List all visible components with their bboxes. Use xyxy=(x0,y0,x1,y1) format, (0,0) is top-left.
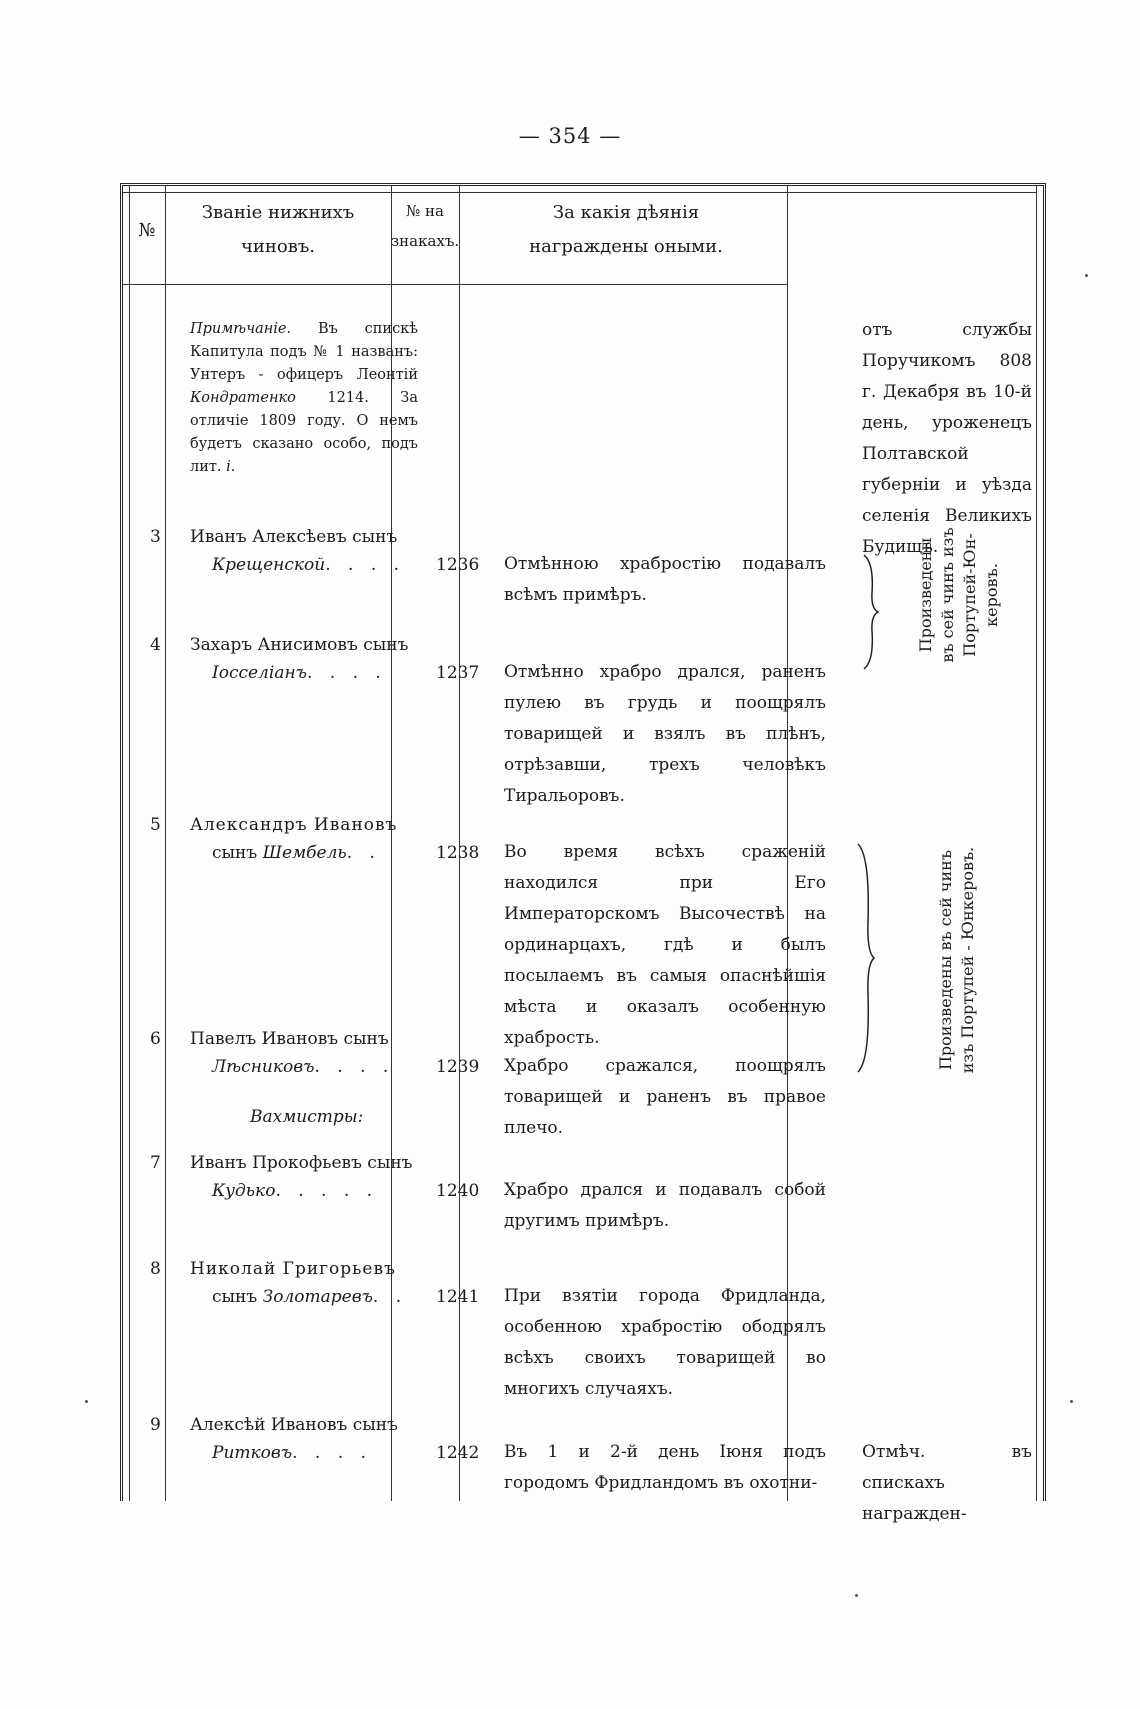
header-rank: Званіе нижнихъ чиновъ. xyxy=(201,202,355,257)
dot-leader: . . . . xyxy=(292,1443,372,1463)
row-4-surname: Іосселіанъ xyxy=(212,663,307,683)
row-5-deed: Во время всѣхъ сраженій находился при Его Императорскомъ Высочествѣ на ординарцахъ, гдѣ и былъ посылаемъ въ самыя опаснѣйшія мѣста и оказалъ особенную храбрость. xyxy=(504,842,826,1048)
row-6-num: 6 xyxy=(150,1029,161,1049)
bracket-remark-1-line4: керовъ. xyxy=(982,563,1001,627)
column-rule xyxy=(1036,186,1037,1501)
brace-rows-3-4 xyxy=(860,553,882,671)
dot-leader: . . xyxy=(372,1287,408,1307)
dot-leader: . . . . xyxy=(306,663,387,683)
header-badge-number-line1: № на xyxy=(406,202,444,220)
dot-leader: . . . . xyxy=(314,1057,395,1077)
row-4-surname-line xyxy=(212,660,387,687)
bracket-remark-2-line1: Произведены въ сей чинъ xyxy=(936,849,955,1071)
speck xyxy=(85,1400,88,1403)
bracket-remark-1-line1: Произведены xyxy=(916,537,935,653)
bracket-remark-2 xyxy=(935,810,1005,1110)
row-6-name: Павелъ Ивановъ сынъ xyxy=(190,1029,389,1049)
page-number: — 354 — xyxy=(518,124,622,148)
row-7-badge: 1240 xyxy=(436,1181,480,1201)
row-8-name: Николай Григорьевъ xyxy=(190,1259,396,1279)
row-9-num: 9 xyxy=(150,1415,161,1435)
row-3-badge: 1236 xyxy=(436,555,480,575)
row-9-deed: Въ 1 и 2-й день Іюня подъ городомъ Фридландомъ въ охотни- xyxy=(504,1442,826,1493)
row-7-surname-line xyxy=(212,1178,378,1205)
bracket-remark-2-line2: изъ Портупей - Юнкеровъ. xyxy=(958,846,977,1074)
row-8-num: 8 xyxy=(150,1259,161,1279)
row-7-name: Иванъ Прокофьевъ сынъ xyxy=(190,1153,413,1173)
brace-rows-5-6 xyxy=(854,842,878,1074)
note-text: Въ спискѣ Капитула подъ № 1 названъ: Унтеръ - офицеръ Леонтій xyxy=(190,321,418,383)
row-8-surname-prefix: сынъ xyxy=(212,1287,258,1307)
speck xyxy=(1085,274,1088,277)
row-8-surname: Золотаревъ xyxy=(262,1287,373,1307)
row-9-surname: Ритковъ xyxy=(212,1443,293,1463)
header-deeds: За какія дѣянія награждены оными. xyxy=(529,202,723,257)
row-9-surname-line xyxy=(212,1440,372,1467)
dot-leader: . . . . . xyxy=(275,1181,379,1201)
header-bottom-rule xyxy=(123,284,788,285)
row-3-surname-line xyxy=(212,552,405,579)
row-5-surname: Шембель xyxy=(262,843,347,863)
row-8-surname-line xyxy=(212,1284,407,1311)
row-5-surname-prefix: сынъ xyxy=(212,843,258,863)
row-4-num: 4 xyxy=(150,635,161,655)
speck xyxy=(1070,1400,1073,1403)
row-6-surname: Лѣсниковъ xyxy=(212,1057,315,1077)
remark-top: отъ службы Поручикомъ 808 г. Декабря въ 10-й день, уроженецъ Полтавской губерніи и уѣзда селенія Великихъ Будищъ. xyxy=(862,320,1032,557)
row-3-num: 3 xyxy=(150,527,161,547)
note-label: Примѣчаніе. xyxy=(190,321,292,337)
row-9-badge: 1242 xyxy=(436,1443,480,1463)
row-7-deed: Храбро дрался и подавалъ собой другимъ примѣръ. xyxy=(504,1180,826,1231)
row-8-badge: 1241 xyxy=(436,1287,480,1307)
row-6-deed: Храбро сражался, поощрялъ товарищей и раненъ въ правое плечо. xyxy=(504,1056,826,1138)
row-5-badge: 1238 xyxy=(436,843,480,863)
row-8-deed: При взятіи города Фридланда, особенною храбростію ободрялъ всѣхъ своихъ товарищей во многихъ случаяхъ. xyxy=(504,1286,826,1399)
note-name: Кондратенко xyxy=(190,390,296,406)
column-rule xyxy=(165,186,166,1501)
dot-leader: . . . . xyxy=(325,555,406,575)
column-rule xyxy=(129,186,130,1501)
header-badge-number-line2: знакахъ. xyxy=(391,232,460,250)
dot-leader: . . xyxy=(346,843,381,863)
row-4-deed: Отмѣнно храбро дрался, раненъ пулею въ грудь и поощрялъ товарищей и взялъ въ плѣнъ, отрѣзавши, трехъ человѣкъ Тиральоровъ. xyxy=(504,662,826,806)
row-6-badge: 1239 xyxy=(436,1057,480,1077)
bracket-remark-1 xyxy=(915,475,1005,715)
speck xyxy=(855,1594,858,1597)
header-top-rule xyxy=(123,192,1037,193)
row-3-deed: Отмѣнною храбростію подавалъ всѣмъ примѣръ. xyxy=(504,554,826,605)
note xyxy=(190,318,418,479)
header-badge-number xyxy=(391,196,459,256)
row-7-surname: Кудько xyxy=(212,1181,276,1201)
note-lit: і. xyxy=(226,459,236,475)
note-rest: 1214. За отличіе 1809 году. О немъ будетъ сказано особо, подъ лит. xyxy=(190,390,418,475)
row-4-badge: 1237 xyxy=(436,663,480,683)
row-6-surname-line xyxy=(212,1054,394,1081)
row-4-name: Захаръ Анисимовъ сынъ xyxy=(190,635,409,655)
row-5-num: 5 xyxy=(150,815,161,835)
bracket-remark-1-line2: въ сей чинъ изъ xyxy=(938,527,957,663)
row-3-surname: Крещенской xyxy=(212,555,326,575)
section-label: Вахмистры: xyxy=(250,1107,364,1127)
bracket-remark-1-line3: Портупей-Юн- xyxy=(960,533,979,657)
row-3-name: Иванъ Алексѣевъ сынъ xyxy=(190,527,398,547)
row-7-num: 7 xyxy=(150,1153,161,1173)
row-9-name: Алексѣй Ивановъ сынъ xyxy=(190,1415,398,1435)
row-5-name: Александръ Ивановъ xyxy=(190,815,398,835)
header-num: № xyxy=(138,220,156,241)
row-5-surname-line xyxy=(212,840,381,867)
remark-bottom: Отмѣч. въ спискахъ награжден- xyxy=(862,1442,1032,1524)
